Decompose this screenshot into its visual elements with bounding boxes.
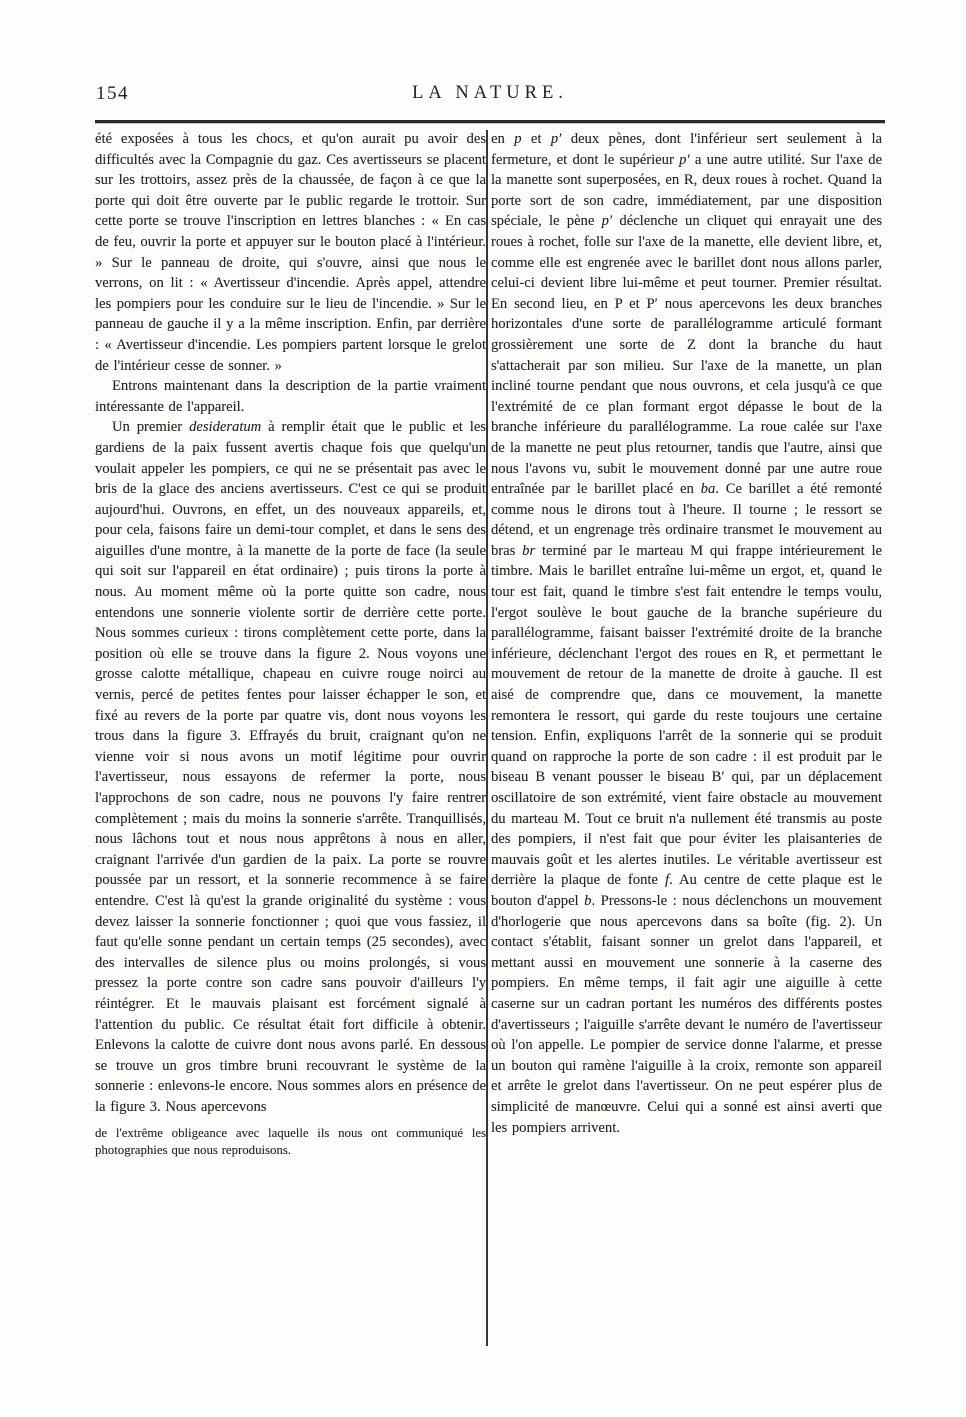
italic-term: br: [522, 542, 536, 559]
text-run: et: [521, 131, 551, 147]
text-run: été exposées à tous les chocs, et qu'on aurait pu avoir des difficultés avec la Compagnie du gaz. Ces avertisseurs se placent sur les trottoirs, assez près de la chaussée, de façon à ce que la porte qui doit être ouverte par le public regarde le trottoir. Sur cette porte se trouve l'inscription en lettres blanches : « En cas de feu, ouvrir la porte et appuyer sur le bouton placé à l'intérieur. » Sur le panneau de droite, qui s'ouvre, ainsi que nous le verrons, on lit : « Avertisseur d'incendie. Après appel, attendre les pompiers pour les conduire sur le lieu de l'incendie. » Sur le panneau de gauche il y a la même inscription. Enfin, par derrière : « Avertisseur d'incendie. Les pompiers partent lorsque le grelot de l'intérieur cesse de sonner. »: [95, 131, 486, 374]
body-paragraph: [95, 129, 486, 376]
text-run: a une autre utilité. Sur l'axe de la manette sont superposées, en R, deux roues à rochet. Quand la porte sort de son cadre, immédiatement, par une disposition spéciale, le pène: [491, 151, 882, 230]
italic-term: p′: [550, 131, 562, 147]
italic-term: ba: [700, 481, 716, 498]
text-run: deux pènes, dont l'inférieur sert seulement à la fermeture, et dont le supérieur: [491, 131, 882, 168]
text-run: à remplir était que le public et les gardiens de la paix fussent avertis chaque fois que quelqu'un voulait appeler les pompiers, ce qui ne se présentait pas avec le bris de la glace des anciens avertisseurs. C'est ce qui se produit aujourd'hui. Ouvrons, en effet, un des nouveaux appareils, et, pour cela, faisons faire un demi-tour complet, et dans le sens des aiguilles d'une montre, à la manette de la porte de face (la seule qui soit sur l'appareil en état ordinaire) ; puis tirons la porte à nous. Au moment même où la porte quitte son cadre, nous entendons une sonnerie violente sortir de derrière cette porte. Nous sommes curieux : tirons complètement cette porte, dans la position où elle se trouve dans la figure 2. Nous voyons une grosse calotte métallique, chapeau en cuivre rouge noirci au vernis, percé de petites fentes pour laisser échapper le son, et fixé au revers de la porte par quatre vis, dont nous voyons les trous dans la figure 3. Effrayés du bruit, craignant qu'on ne vienne voir si nous avons un motif légitime pour ouvrir l'avertisseur, nous essayons de refermer la porte, nous l'approchons de son cadre, nous ne pouvons l'y faire rentrer complètement ; mais du moins la sonnerie s'arrête. Tranquillisés, nous lâchons tout et nous nous apprêtons à nous en aller, craignant l'arrivée d'un gardien de la paix. La porte se rouvre poussée par un ressort, et la sonnerie recommence à se faire entendre. C'est là qu'est la grande originalité du système : vous devez laisser la sonnerie fonctionner ; quoi que vous fassiez, il faut qu'elle sonne pendant un certain temps (25 secondes), avec des intervalles de silence plus ou moins prolongés, si vous pressez la porte contre son cadre sans pouvoir d'ailleurs l'y réintégrer. Et le mauvais plaisant est forcément signalé à l'attention du public. Ce résultat était fort difficile à obtenir. Enlevons la calotte de cuivre dont nous avons parlé. En dessous se trouve un gros timbre bruni recouvrant le système de la sonnerie : enlevons-le encore. Nous sommes alors en présence de la figure 3. Nous apercevons: [95, 419, 486, 1115]
italic-term: p: [514, 131, 522, 147]
italic-term: f: [665, 872, 670, 889]
right-text-column: [491, 129, 882, 1138]
text-run: terminé par le marteau M qui frappe intérieurement le timbre. Mais le barillet entraîne lui-même un ergot, et, quand le tour est fait, quand le timbre s'est fait entendre le temps voulu, l'ergot soulève le bout gauche de la branche supérieure du parallélogramme, faisant baisser l'extrémité droite de la branche inférieure, déclenchant l'ergot des roues en R, et permettant le mouvement de retour de la manette de droite à gauche. Il est aisé de comprendre que, dans ce mouvement, la manette remontera le ressort, qui garde du reste toujours une certaine tension. Enfin, expliquons l'arrêt de la sonnerie qui se produit quand on rapproche la porte de son cadre : il est produit par le biseau B venant pousser le biseau B′ qui, par un déplacement oscillatoire de son extrémité, vient faire obstacle au mouvement du marteau M. Tout ce bruit n'a nullement été transmis au poste des pompiers, il n'est fait que pour éviter les plaisanteries de mauvais goût et les alertes inutiles. Le véritable avertisseur est derrière la plaque de fonte: [491, 542, 882, 889]
text-run: . Ce barillet a été remonté comme nous le dirons tout à l'heure. Il tourne ; le ressort se détend, et un engrenage très ordinaire transmet le mouvement au bras: [491, 481, 882, 559]
body-paragraph: [95, 417, 486, 1117]
italic-term: b: [584, 892, 592, 909]
journal-title: LA NATURE.: [412, 83, 568, 103]
header-rule: [95, 120, 885, 123]
italic-term: p′: [679, 151, 690, 168]
left-text-column: [95, 129, 486, 1172]
column-divider-rule: [486, 130, 488, 1346]
italic-term: desideratum: [189, 419, 262, 436]
text-run: . Au centre de cette plaque est le bouton d'appel: [491, 872, 882, 909]
page-number: 154: [96, 83, 129, 104]
text-run: . Pressons-le : nous déclenchons un mouvement d'horlogerie que nous apercevons dans sa boîte (fig. 2). Un contact s'établit, faisant sonner un grelot dans l'appareil, et mettant aussi en mouvement une sonnerie à la caserne des pompiers. En même temps, il fait agir une aiguille à cette caserne sur un cadran portant les numéros des différents postes d'avertisseurs ; l'aiguille s'arrête devant le numéro de l'avertisseur où l'on appelle. Le pompier de service donne l'alarme, et presse un bouton qui ramène l'aiguille à la croix, remonte son appareil et arrête le grelot dans l'avertisseur. On ne peut espérer plus de simplicité de manœuvre. Celui qui a sonné est ainsi averti que les pompiers arrivent.: [491, 892, 882, 1136]
italic-term: p′: [601, 213, 613, 230]
body-paragraph: [95, 376, 486, 417]
footnote-continuation: de l'extrême obligeance avec laquelle ils nous ont communiqué les photographies que nous reproduisons.: [95, 1125, 486, 1157]
body-paragraph: [491, 129, 882, 1138]
text-run: Entrons maintenant dans la description de la partie vraiment intéressante de l'appareil.: [95, 378, 486, 415]
text-run: Un premier: [112, 419, 190, 436]
text-run: déclenche un cliquet qui enrayait une des roues à rochet, folle sur l'axe de la manette, elle devient libre, et, comme elle est engrenée avec le barillet dont nous allons parler, celui-ci devient libre lui-même et peut tourner. Premier résultat. En second lieu, en P et P′ nous apercevons les deux branches horizontales d'une sorte de parallélogramme articulé formant grossièrement une sorte de Z dont la branche du haut s'attacherait par son milieu. Sur l'axe de la manette, un plan incliné tourne pendant que nous ouvrons, et cela jusqu'à ce que l'extrémité de ce plan formant ergot dépasse le bout de la branche inférieure du parallélogramme. La roue calée sur l'axe de la manette ne peut plus retourner, tandis que l'autre, ainsi que nous l'avons vu, subit le mouvement donné par une autre roue entraînée par le barillet placé en: [491, 213, 882, 498]
text-run: en: [491, 131, 515, 147]
